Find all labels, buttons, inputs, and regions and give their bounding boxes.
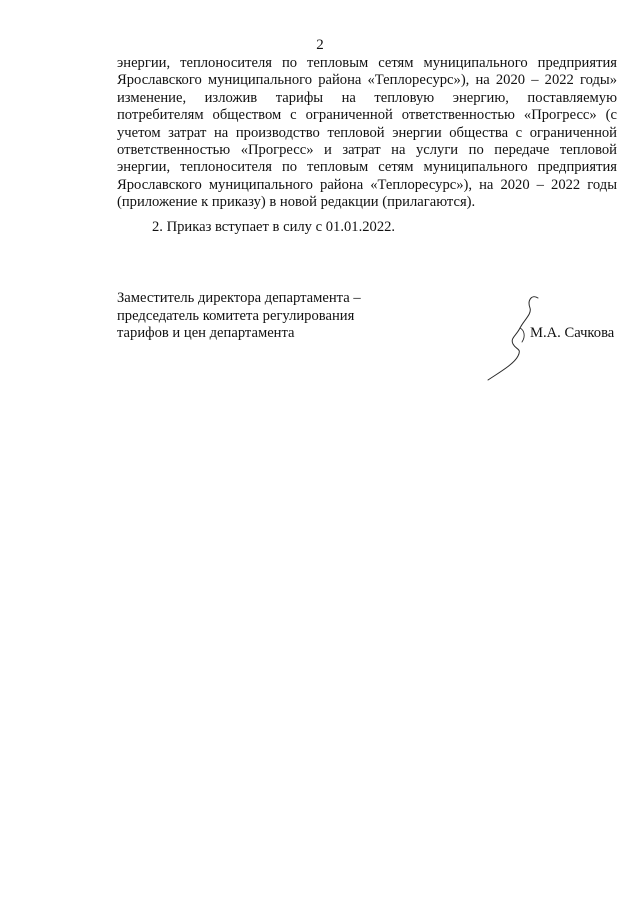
body-paragraph: энергии, теплоносителя по тепловым сетям муниципального предприятия Ярославского муниципального района «Теплоресурс»), на 2020 – 2022 годы» изменение, изложив тарифы на тепловую энергию, поставляемую потребителям обществом с ограниченной ответственностью «Прогресс» (с учетом затрат на производство тепловой энергии общества с ограниченной ответственностью «Прогресс» и затрат на услуги по передаче тепловой энергии, теплоносителя по тепловым сетям муниципального предприятия Ярославского муниципального района «Теплоресурс»), на 2020 – 2022 годы (приложение к приказу) в новой редакции (прилагаются). xyxy=(117,55,617,211)
signatory-title-line-2: председатель комитета регулирования xyxy=(117,307,355,324)
signatory-title xyxy=(117,290,361,343)
page-number: 2 xyxy=(316,37,324,53)
signatory-title-line-3: тарифов и цен департамента xyxy=(117,325,295,341)
signatory-name: М.А. Сачкова xyxy=(530,325,615,341)
signatory-title-line-1: Заместитель директора департамента – xyxy=(117,290,361,306)
item-2-text: 2. Приказ вступает в силу с 01.01.2022. xyxy=(152,219,396,235)
